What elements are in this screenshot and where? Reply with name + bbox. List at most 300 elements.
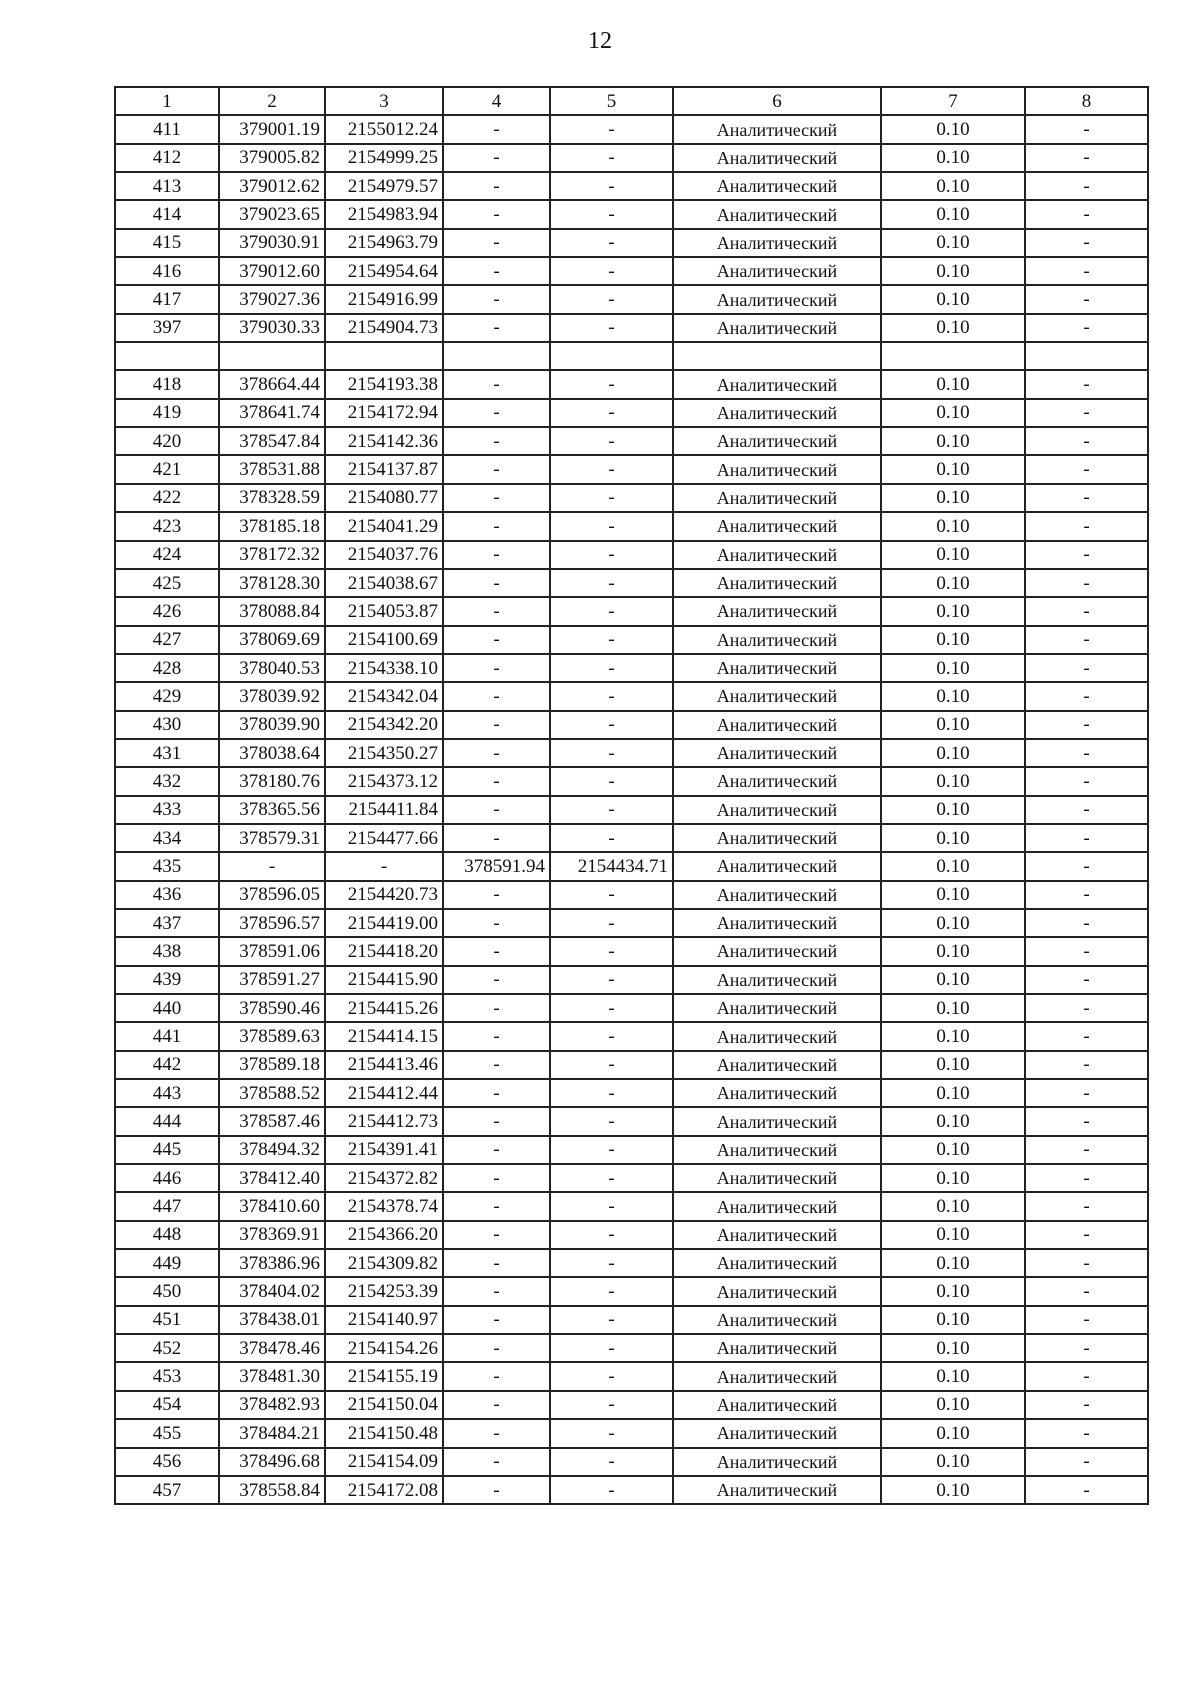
table-row	[115, 739, 1148, 767]
note-cell: -	[1025, 1221, 1148, 1249]
accuracy-cell: 0.10	[881, 285, 1025, 313]
x-alt-cell: -	[443, 767, 550, 795]
method-cell: Аналитический	[673, 314, 881, 342]
note-cell: -	[1025, 257, 1148, 285]
point-number-cell: 434	[115, 824, 219, 852]
table-row	[115, 484, 1148, 512]
y-alt-cell: -	[550, 1448, 673, 1476]
accuracy-cell: 0.10	[881, 1249, 1025, 1277]
point-number-cell: 442	[115, 1051, 219, 1079]
x-coordinate-cell: 379030.91	[219, 229, 325, 257]
accuracy-cell: 0.10	[881, 172, 1025, 200]
note-cell: -	[1025, 1051, 1148, 1079]
x-alt-cell: -	[443, 711, 550, 739]
note-cell: -	[1025, 1362, 1148, 1390]
table-row	[115, 257, 1148, 285]
y-alt-cell: -	[550, 200, 673, 228]
accuracy-cell: 0.10	[881, 512, 1025, 540]
method-cell: Аналитический	[673, 1249, 881, 1277]
point-number-cell: 428	[115, 654, 219, 682]
point-number-cell: 419	[115, 399, 219, 427]
x-coordinate-cell: 378596.05	[219, 881, 325, 909]
table-row	[115, 852, 1148, 880]
x-coordinate-cell: 378478.46	[219, 1334, 325, 1362]
note-cell: -	[1025, 399, 1148, 427]
column-header: 5	[550, 87, 673, 115]
page-number: 12	[588, 28, 612, 54]
accuracy-cell: 0.10	[881, 1051, 1025, 1079]
table-row	[115, 1136, 1148, 1164]
x-alt-cell: -	[443, 909, 550, 937]
x-alt-cell: -	[443, 994, 550, 1022]
note-cell: -	[1025, 852, 1148, 880]
x-coordinate-cell: 378185.18	[219, 512, 325, 540]
column-header: 6	[673, 87, 881, 115]
y-alt-cell: -	[550, 682, 673, 710]
y-alt-cell: -	[550, 1391, 673, 1419]
accuracy-cell: 0.10	[881, 257, 1025, 285]
table-row	[115, 796, 1148, 824]
y-alt-cell: -	[550, 1249, 673, 1277]
y-coordinate-cell: 2154037.76	[325, 541, 443, 569]
point-number-cell: 452	[115, 1334, 219, 1362]
point-number-cell: 427	[115, 626, 219, 654]
x-alt-cell: -	[443, 399, 550, 427]
y-coordinate-cell: 2154419.00	[325, 909, 443, 937]
note-cell: -	[1025, 1391, 1148, 1419]
y-alt-cell: -	[550, 484, 673, 512]
point-number-cell: 414	[115, 200, 219, 228]
point-number-cell: 417	[115, 285, 219, 313]
accuracy-cell: 0.10	[881, 1079, 1025, 1107]
table-row	[115, 909, 1148, 937]
column-header: 8	[1025, 87, 1148, 115]
column-header: 1	[115, 87, 219, 115]
table-row	[115, 200, 1148, 228]
note-cell: -	[1025, 1306, 1148, 1334]
method-cell: Аналитический	[673, 455, 881, 483]
point-number-cell: 411	[115, 115, 219, 143]
y-alt-cell: -	[550, 937, 673, 965]
point-number-cell: 413	[115, 172, 219, 200]
accuracy-cell: 0.10	[881, 682, 1025, 710]
x-alt-cell: -	[443, 1192, 550, 1220]
accuracy-cell: 0.10	[881, 229, 1025, 257]
x-coordinate-cell: 378180.76	[219, 767, 325, 795]
x-coordinate-cell: 378069.69	[219, 626, 325, 654]
x-alt-cell: -	[443, 1362, 550, 1390]
y-coordinate-cell: 2154983.94	[325, 200, 443, 228]
point-number-cell: 425	[115, 569, 219, 597]
x-alt-cell: -	[443, 144, 550, 172]
table-row	[115, 1362, 1148, 1390]
x-coordinate-cell: 378039.92	[219, 682, 325, 710]
point-number-cell: 441	[115, 1022, 219, 1050]
point-number-cell: 420	[115, 427, 219, 455]
y-alt-cell: -	[550, 654, 673, 682]
table-row	[115, 1051, 1148, 1079]
method-cell: Аналитический	[673, 1277, 881, 1305]
y-alt-cell	[550, 342, 673, 370]
y-alt-cell: -	[550, 1107, 673, 1135]
y-coordinate-cell: 2154413.46	[325, 1051, 443, 1079]
note-cell: -	[1025, 370, 1148, 398]
x-coordinate-cell: 378369.91	[219, 1221, 325, 1249]
y-alt-cell: 2154434.71	[550, 852, 673, 880]
table-row	[115, 597, 1148, 625]
x-alt-cell: -	[443, 597, 550, 625]
accuracy-cell: 0.10	[881, 909, 1025, 937]
method-cell: Аналитический	[673, 512, 881, 540]
note-cell: -	[1025, 881, 1148, 909]
y-coordinate-cell: 2154080.77	[325, 484, 443, 512]
y-coordinate-cell: 2154904.73	[325, 314, 443, 342]
y-coordinate-cell: 2154391.41	[325, 1136, 443, 1164]
table-row	[115, 881, 1148, 909]
x-coordinate-cell: 378128.30	[219, 569, 325, 597]
y-alt-cell: -	[550, 285, 673, 313]
note-cell: -	[1025, 824, 1148, 852]
y-alt-cell: -	[550, 711, 673, 739]
x-coordinate-cell: 378482.93	[219, 1391, 325, 1419]
x-coordinate-cell: 378558.84	[219, 1476, 325, 1504]
accuracy-cell: 0.10	[881, 144, 1025, 172]
y-coordinate-cell: 2154142.36	[325, 427, 443, 455]
y-coordinate-cell: 2154140.97	[325, 1306, 443, 1334]
method-cell: Аналитический	[673, 1051, 881, 1079]
point-number-cell: 439	[115, 966, 219, 994]
y-coordinate-cell: 2154154.09	[325, 1448, 443, 1476]
table-row	[115, 1448, 1148, 1476]
point-number-cell: 423	[115, 512, 219, 540]
x-alt-cell: -	[443, 1022, 550, 1050]
accuracy-cell: 0.10	[881, 1306, 1025, 1334]
note-cell: -	[1025, 767, 1148, 795]
point-number-cell: 432	[115, 767, 219, 795]
x-alt-cell: -	[443, 682, 550, 710]
point-number-cell: 447	[115, 1192, 219, 1220]
accuracy-cell: 0.10	[881, 852, 1025, 880]
accuracy-cell: 0.10	[881, 711, 1025, 739]
method-cell: Аналитический	[673, 852, 881, 880]
accuracy-cell: 0.10	[881, 569, 1025, 597]
x-coordinate-cell: 378531.88	[219, 455, 325, 483]
y-alt-cell: -	[550, 172, 673, 200]
method-cell: Аналитический	[673, 994, 881, 1022]
x-coordinate-cell: 378172.32	[219, 541, 325, 569]
point-number-cell: 426	[115, 597, 219, 625]
method-cell: Аналитический	[673, 739, 881, 767]
note-cell: -	[1025, 1419, 1148, 1447]
note-cell: -	[1025, 541, 1148, 569]
y-alt-cell: -	[550, 427, 673, 455]
coordinates-table	[114, 86, 1149, 1505]
point-number-cell: 436	[115, 881, 219, 909]
x-coordinate-cell: 378410.60	[219, 1192, 325, 1220]
y-coordinate-cell: 2154038.67	[325, 569, 443, 597]
note-cell: -	[1025, 1136, 1148, 1164]
table-row	[115, 512, 1148, 540]
x-alt-cell: -	[443, 1107, 550, 1135]
x-coordinate-cell: 378494.32	[219, 1136, 325, 1164]
table-row	[115, 1107, 1148, 1135]
accuracy-cell: 0.10	[881, 399, 1025, 427]
y-coordinate-cell: 2154100.69	[325, 626, 443, 654]
x-coordinate-cell: 379005.82	[219, 144, 325, 172]
method-cell: Аналитический	[673, 569, 881, 597]
table-row	[115, 144, 1148, 172]
y-coordinate-cell: 2154414.15	[325, 1022, 443, 1050]
y-alt-cell: -	[550, 115, 673, 143]
x-coordinate-cell: 378579.31	[219, 824, 325, 852]
y-coordinate-cell: 2154137.87	[325, 455, 443, 483]
note-cell: -	[1025, 144, 1148, 172]
x-coordinate-cell: 378404.02	[219, 1277, 325, 1305]
x-coordinate-cell: 378547.84	[219, 427, 325, 455]
x-coordinate-cell: 378641.74	[219, 399, 325, 427]
method-cell: Аналитический	[673, 796, 881, 824]
point-number-cell: 422	[115, 484, 219, 512]
table-row	[115, 115, 1148, 143]
x-coordinate-cell: 378040.53	[219, 654, 325, 682]
point-number-cell: 446	[115, 1164, 219, 1192]
method-cell: Аналитический	[673, 767, 881, 795]
x-coordinate-cell: 378589.63	[219, 1022, 325, 1050]
column-header: 3	[325, 87, 443, 115]
accuracy-cell: 0.10	[881, 1022, 1025, 1050]
y-alt-cell: -	[550, 1022, 673, 1050]
y-coordinate-cell: 2154999.25	[325, 144, 443, 172]
x-alt-cell: -	[443, 1419, 550, 1447]
x-coordinate-cell: 378664.44	[219, 370, 325, 398]
x-alt-cell: -	[443, 1306, 550, 1334]
y-alt-cell: -	[550, 1192, 673, 1220]
x-coordinate-cell: 378386.96	[219, 1249, 325, 1277]
table-row	[115, 711, 1148, 739]
x-alt-cell: -	[443, 484, 550, 512]
note-cell: -	[1025, 115, 1148, 143]
point-number-cell: 445	[115, 1136, 219, 1164]
method-cell: Аналитический	[673, 257, 881, 285]
accuracy-cell: 0.10	[881, 1192, 1025, 1220]
x-alt-cell: -	[443, 1476, 550, 1504]
x-alt-cell: -	[443, 626, 550, 654]
x-alt-cell: -	[443, 285, 550, 313]
accuracy-cell: 0.10	[881, 541, 1025, 569]
x-coordinate-cell: 378496.68	[219, 1448, 325, 1476]
y-alt-cell: -	[550, 314, 673, 342]
method-cell: Аналитический	[673, 200, 881, 228]
table-row	[115, 1164, 1148, 1192]
x-alt-cell: -	[443, 966, 550, 994]
x-alt-cell: -	[443, 115, 550, 143]
accuracy-cell: 0.10	[881, 484, 1025, 512]
method-cell: Аналитический	[673, 682, 881, 710]
point-number-cell: 435	[115, 852, 219, 880]
x-alt-cell: -	[443, 881, 550, 909]
y-alt-cell: -	[550, 597, 673, 625]
note-cell: -	[1025, 626, 1148, 654]
x-coordinate-cell: 378365.56	[219, 796, 325, 824]
x-alt-cell: -	[443, 654, 550, 682]
table-row	[115, 1476, 1148, 1504]
point-number-cell: 449	[115, 1249, 219, 1277]
table-row	[115, 1022, 1148, 1050]
x-alt-cell: -	[443, 796, 550, 824]
method-cell	[673, 342, 881, 370]
x-coordinate-cell	[219, 342, 325, 370]
note-cell: -	[1025, 937, 1148, 965]
table-row	[115, 314, 1148, 342]
method-cell: Аналитический	[673, 711, 881, 739]
method-cell: Аналитический	[673, 144, 881, 172]
method-cell: Аналитический	[673, 881, 881, 909]
method-cell: Аналитический	[673, 1476, 881, 1504]
point-number-cell: 397	[115, 314, 219, 342]
table-row	[115, 1391, 1148, 1419]
point-number-cell	[115, 342, 219, 370]
y-coordinate-cell: 2154338.10	[325, 654, 443, 682]
table-row	[115, 342, 1148, 370]
y-alt-cell: -	[550, 796, 673, 824]
table-row	[115, 399, 1148, 427]
note-cell: -	[1025, 994, 1148, 1022]
note-cell: -	[1025, 1277, 1148, 1305]
note-cell: -	[1025, 1079, 1148, 1107]
note-cell: -	[1025, 229, 1148, 257]
note-cell: -	[1025, 909, 1148, 937]
y-coordinate-cell: 2154172.94	[325, 399, 443, 427]
point-number-cell: 454	[115, 1391, 219, 1419]
x-coordinate-cell: 378088.84	[219, 597, 325, 625]
note-cell: -	[1025, 1476, 1148, 1504]
y-alt-cell: -	[550, 1051, 673, 1079]
x-coordinate-cell: 378481.30	[219, 1362, 325, 1390]
note-cell: -	[1025, 711, 1148, 739]
point-number-cell: 415	[115, 229, 219, 257]
x-coordinate-cell: 378588.52	[219, 1079, 325, 1107]
method-cell: Аналитический	[673, 966, 881, 994]
x-coordinate-cell: 379027.36	[219, 285, 325, 313]
y-coordinate-cell: 2154418.20	[325, 937, 443, 965]
y-alt-cell: -	[550, 399, 673, 427]
point-number-cell: 421	[115, 455, 219, 483]
table-row	[115, 427, 1148, 455]
point-number-cell: 450	[115, 1277, 219, 1305]
x-alt-cell: -	[443, 739, 550, 767]
note-cell: -	[1025, 285, 1148, 313]
y-coordinate-cell	[325, 342, 443, 370]
x-coordinate-cell: 379012.62	[219, 172, 325, 200]
y-alt-cell: -	[550, 541, 673, 569]
method-cell: Аналитический	[673, 626, 881, 654]
accuracy-cell: 0.10	[881, 1448, 1025, 1476]
y-alt-cell: -	[550, 1476, 673, 1504]
note-cell: -	[1025, 484, 1148, 512]
method-cell: Аналитический	[673, 1107, 881, 1135]
method-cell: Аналитический	[673, 1022, 881, 1050]
y-coordinate-cell: 2154155.19	[325, 1362, 443, 1390]
x-alt-cell: -	[443, 1136, 550, 1164]
note-cell: -	[1025, 455, 1148, 483]
note-cell: -	[1025, 427, 1148, 455]
y-alt-cell: -	[550, 455, 673, 483]
x-coordinate-cell: 378591.06	[219, 937, 325, 965]
y-alt-cell: -	[550, 1334, 673, 1362]
note-cell	[1025, 342, 1148, 370]
x-alt-cell: -	[443, 1334, 550, 1362]
y-coordinate-cell: 2154373.12	[325, 767, 443, 795]
point-number-cell: 412	[115, 144, 219, 172]
table-row	[115, 172, 1148, 200]
y-alt-cell: -	[550, 1362, 673, 1390]
y-alt-cell: -	[550, 1306, 673, 1334]
accuracy-cell: 0.10	[881, 200, 1025, 228]
y-alt-cell: -	[550, 881, 673, 909]
point-number-cell: 437	[115, 909, 219, 937]
y-alt-cell: -	[550, 824, 673, 852]
point-number-cell: 440	[115, 994, 219, 1022]
method-cell: Аналитический	[673, 1362, 881, 1390]
y-coordinate-cell: -	[325, 852, 443, 880]
y-coordinate-cell: 2154041.29	[325, 512, 443, 540]
point-number-cell: 431	[115, 739, 219, 767]
x-coordinate-cell: 378039.90	[219, 711, 325, 739]
method-cell: Аналитический	[673, 1306, 881, 1334]
x-coordinate-cell: 378589.18	[219, 1051, 325, 1079]
y-alt-cell: -	[550, 257, 673, 285]
x-alt-cell: -	[443, 257, 550, 285]
method-cell: Аналитический	[673, 597, 881, 625]
accuracy-cell: 0.10	[881, 767, 1025, 795]
accuracy-cell: 0.10	[881, 1136, 1025, 1164]
accuracy-cell: 0.10	[881, 1334, 1025, 1362]
table-row	[115, 370, 1148, 398]
x-coordinate-cell: 378038.64	[219, 739, 325, 767]
accuracy-cell: 0.10	[881, 824, 1025, 852]
column-header: 7	[881, 87, 1025, 115]
point-number-cell: 448	[115, 1221, 219, 1249]
x-alt-cell: -	[443, 824, 550, 852]
accuracy-cell: 0.10	[881, 937, 1025, 965]
y-coordinate-cell: 2154412.44	[325, 1079, 443, 1107]
note-cell: -	[1025, 739, 1148, 767]
y-coordinate-cell: 2154366.20	[325, 1221, 443, 1249]
table-row	[115, 569, 1148, 597]
y-alt-cell: -	[550, 739, 673, 767]
accuracy-cell: 0.10	[881, 597, 1025, 625]
accuracy-cell: 0.10	[881, 314, 1025, 342]
method-cell: Аналитический	[673, 1136, 881, 1164]
note-cell: -	[1025, 796, 1148, 824]
note-cell: -	[1025, 682, 1148, 710]
table-row	[115, 229, 1148, 257]
note-cell: -	[1025, 1448, 1148, 1476]
point-number-cell: 457	[115, 1476, 219, 1504]
table-row	[115, 824, 1148, 852]
x-coordinate-cell: 378590.46	[219, 994, 325, 1022]
table-row	[115, 1079, 1148, 1107]
table-body	[115, 115, 1148, 1504]
y-coordinate-cell: 2154415.26	[325, 994, 443, 1022]
y-coordinate-cell: 2154415.90	[325, 966, 443, 994]
y-coordinate-cell: 2154916.99	[325, 285, 443, 313]
table-row	[115, 1334, 1148, 1362]
method-cell: Аналитический	[673, 937, 881, 965]
method-cell: Аналитический	[673, 484, 881, 512]
column-header: 2	[219, 87, 325, 115]
y-alt-cell: -	[550, 1277, 673, 1305]
